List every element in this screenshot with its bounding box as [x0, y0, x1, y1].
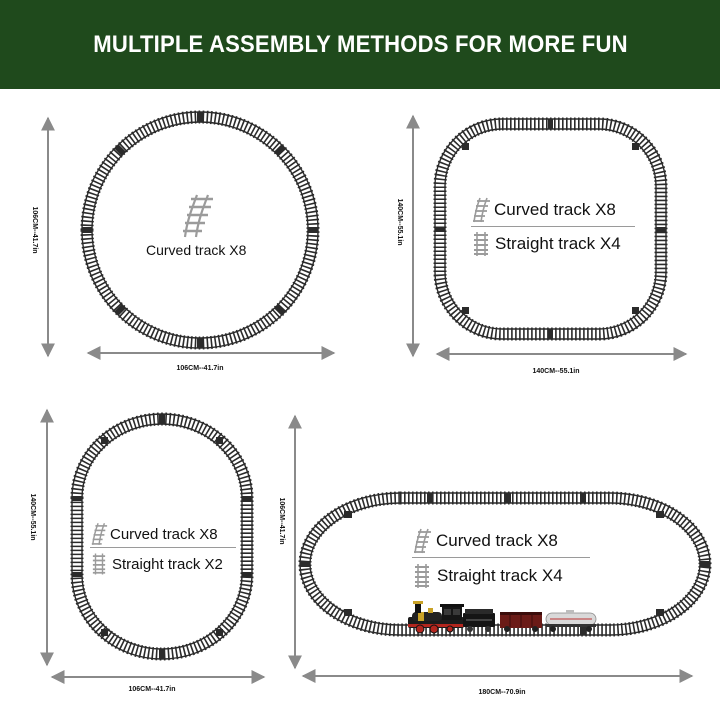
width-label: 180CM--70.9in: [478, 689, 526, 696]
curved-track-icon: [412, 528, 432, 554]
straight-track-label: Straight track X4: [437, 566, 563, 585]
curved-track-label: Curved track X8: [436, 531, 558, 550]
straight-track-icon: [473, 232, 489, 256]
curved-track-icon: [181, 193, 219, 239]
legend-item: [146, 242, 256, 258]
legend-item: [412, 527, 592, 555]
legend-long-oval: [412, 527, 592, 589]
legend-item: [90, 552, 250, 576]
coal-tender: [463, 609, 495, 632]
legend-item: [471, 231, 641, 257]
steam-locomotive: [408, 601, 464, 633]
curved-track-label: Curved track X8: [494, 200, 616, 219]
curved-track-label: Curved track X8: [146, 242, 247, 258]
height-label: 140CM--55.1in: [29, 493, 36, 541]
legend-divider: [471, 226, 635, 227]
banner-title: MULTIPLE ASSEMBLY METHODS FOR MORE FUN: [92, 30, 628, 58]
legend-circle: [146, 193, 256, 258]
curved-track-icon: [90, 522, 108, 546]
straight-track-label: Straight track X2: [112, 555, 223, 573]
width-label: 106CM--41.7in: [128, 686, 176, 693]
straight-track-label: Straight track X4: [495, 234, 621, 253]
curved-track-label: Curved track X8: [110, 525, 218, 543]
width-label: 106CM--41.7in: [176, 365, 224, 372]
track-joint: [308, 227, 318, 233]
track-joint: [197, 112, 203, 122]
legend-rounded-square: [471, 196, 641, 257]
height-label: 140CM--55.1in: [396, 198, 403, 246]
legend-divider: [90, 547, 236, 548]
track-joint: [82, 227, 92, 233]
curved-track-icon: [471, 197, 491, 223]
tank-car: [546, 610, 596, 632]
legend-item: [90, 521, 250, 547]
width-label: 140CM--55.1in: [532, 368, 580, 375]
track-joint: [197, 338, 203, 348]
straight-track-icon: [414, 564, 430, 588]
legend-tall-oval: [90, 521, 250, 576]
legend-item: [412, 563, 592, 589]
height-label: 106CM--41.7in: [31, 206, 38, 254]
height-label: 106CM--41.7in: [278, 497, 285, 545]
straight-track-icon: [92, 553, 106, 575]
legend-item: [471, 196, 641, 224]
legend-divider: [412, 557, 590, 558]
